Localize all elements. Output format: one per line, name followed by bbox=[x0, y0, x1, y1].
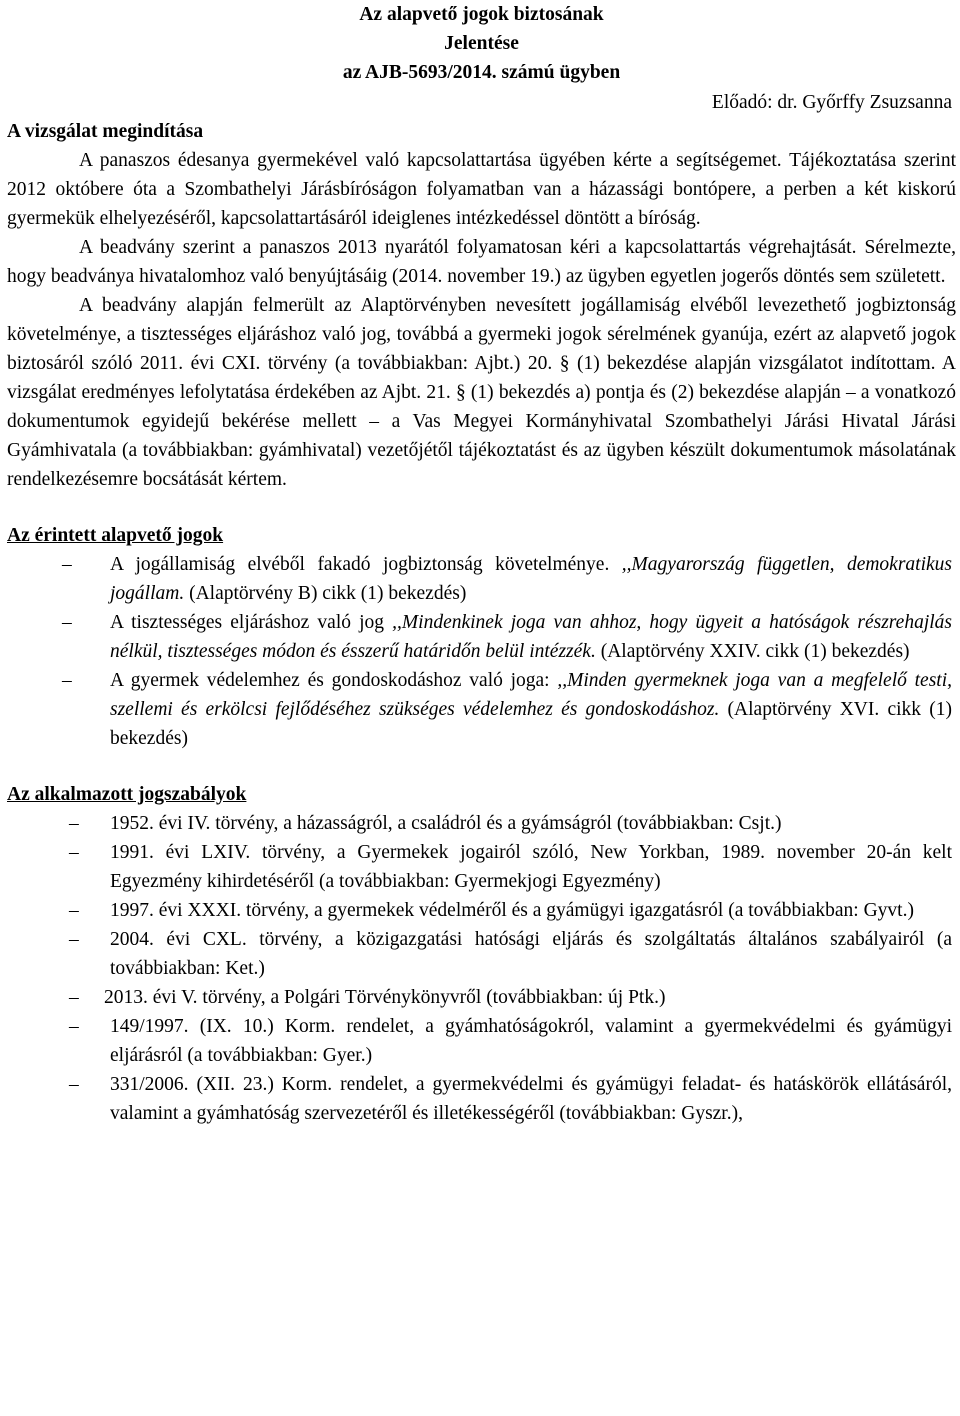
right-reference: (Alaptörvény B) cikk (1) bekezdés) bbox=[184, 583, 467, 604]
heading-affected-rights: Az érintett alapvető jogok bbox=[7, 525, 224, 546]
affected-rights-list bbox=[7, 550, 956, 753]
heading-initiation: A vizsgálat megindítása bbox=[7, 121, 204, 142]
paragraph-2: A beadvány szerint a panaszos 2013 nyarától folyamatosan kéri a kapcsolattartás végrehajtását. Sérelmezte, hogy beadványa hivatalomhoz való benyújtásáig (2014. november 19.) az ügyben egyetlen jogerős döntés sem született. bbox=[7, 237, 956, 287]
right-reference: (Alaptörvény XVI. cikk (1) bekezdés) bbox=[110, 699, 952, 749]
right-intro: A gyermek védelemhez és gondoskodáshoz való joga: bbox=[110, 670, 558, 691]
list-item: – 1997. évi XXXI. törvény, a gyermekek védelméről és a gyámügyi igazgatásról (a továbbiakban: Gyvt.) bbox=[7, 896, 956, 925]
right-quote: ,,Magyarország független, demokratikus jogállam. bbox=[110, 554, 953, 604]
applied-laws-list bbox=[7, 809, 956, 1128]
paragraph-1: A panaszos édesanya gyermekével való kapcsolattartása ügyében kérte a segítségemet. Tájékoztatása szerint 2012 októbere óta a Szombathelyi Járásbíróságon folyamatban van a házassági bontópere, a perben a két kiskorú gyermekük elhelyezéséről, kapcsolattartásáról ideiglenes intézkedéssel döntött a bíróság. bbox=[7, 150, 956, 229]
list-item: – 331/2006. (XII. 23.) Korm. rendelet, a gyermekvédelmi és gyámügyi feladat- és hatáskörök ellátásáról, valamint a gyámhatóság szervezetéről és illetékességéről (továbbiakban: Gyszr.), bbox=[7, 1070, 956, 1128]
report-title-line2: Jelentése bbox=[444, 33, 519, 54]
right-quote: ,,Mindenkinek joga van ahhoz, hogy ügyeit a hatóságok részrehajlás nélkül, tisztességes módon és ésszerű határidőn belül intézzék. bbox=[110, 612, 952, 662]
paragraph-3: A beadvány alapján felmerült az Alaptörvényben nevesített jogállamiság elvéből levezethető jogbiztonság követelménye, a tisztességes eljáráshoz való jog, továbbá a gyermeki jogok sérelmének gyanúja, ezért az alapvető jogok biztosáról szóló 2011. évi CXI. törvény (a továbbiakban: Ajbt.) 20. § (1) bekezdése alapján vizsgálatot indítottam. A vizsgálat eredményes lefolytatása érdekében az Ajbt. 21. § (1) bekezdés a) pontja és (2) bekezdése alapján – a vonatkozó dokumentumok egyidejű bekérése mellett – a Vas Megyei Kormányhivatal Szombathelyi Járási Hivatal Járási Gyámhivatala (a továbbiakban: gyámhivatal) vezetőjétől tájékoztatást és az ügyben készült dokumentumok másolatának rendelkezésemre bocsátását kértem. bbox=[7, 295, 956, 490]
right-reference: (Alaptörvény XXIV. cikk (1) bekezdés) bbox=[595, 641, 910, 662]
rapporteur: Előadó: dr. Győrffy Zsuzsanna bbox=[711, 92, 952, 113]
list-item bbox=[7, 666, 956, 753]
right-intro: A jogállamiság elvéből fakadó jogbiztonság követelménye. bbox=[110, 554, 622, 575]
list-item: – 1991. évi LXIV. törvény, a Gyermekek jogairól szóló, New Yorkban, 1989. november 20-án kelt Egyezmény kihirdetéséről (a továbbiakban: Gyermekjogi Egyezmény) bbox=[7, 838, 956, 896]
right-quote: ,,Minden gyermeknek joga van a megfelelő testi, szellemi és erkölcsi fejlődéséhez szükséges védelemhez és gondoskodáshoz. bbox=[110, 670, 952, 720]
list-item: – 2004. évi CXL. törvény, a közigazgatási hatósági eljárás és szolgáltatás általános szabályairól (a továbbiakban: Ket.) bbox=[7, 925, 956, 983]
list-item: – 1952. évi IV. törvény, a házasságról, a családról és a gyámságról (továbbiakban: Csjt.) bbox=[7, 809, 956, 838]
list-item bbox=[7, 608, 956, 666]
list-item: – 149/1997. (IX. 10.) Korm. rendelet, a gyámhatóságokról, valamint a gyermekvédelmi és gyámügyi eljárásról (a továbbiakban: Gyer.) bbox=[7, 1012, 956, 1070]
right-intro: A tisztességes eljáráshoz való jog bbox=[110, 612, 393, 633]
report-case-number: az AJB-5693/2014. számú ügyben bbox=[342, 62, 621, 83]
heading-applied-laws: Az alkalmazott jogszabályok bbox=[7, 784, 247, 805]
list-item: – 2013. évi V. törvény, a Polgári Törvénykönyvről (továbbiakban: új Ptk.) bbox=[7, 983, 956, 1012]
list-item bbox=[7, 550, 956, 608]
title-block bbox=[7, 0, 956, 87]
report-title-line1: Az alapvető jogok biztosának bbox=[359, 4, 604, 25]
